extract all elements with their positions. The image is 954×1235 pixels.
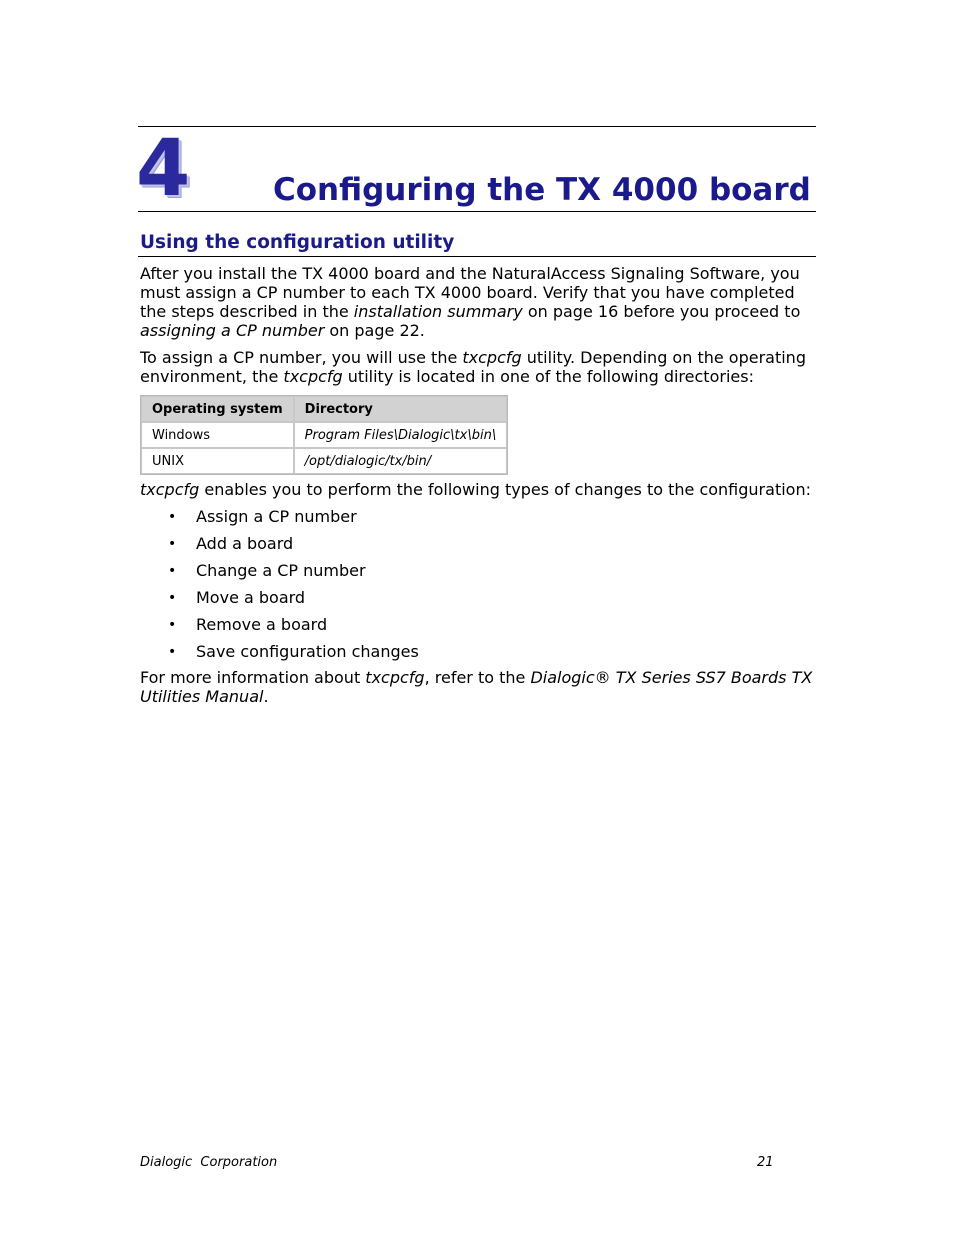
list-item: • Move a board [168, 588, 306, 607]
assigning-cp-ref: assigning a CP number [140, 321, 325, 340]
installation-summary-ref: installation summary [353, 302, 523, 321]
chapter-number: 4 [136, 124, 189, 214]
top-rule [138, 126, 816, 127]
changes-list [140, 506, 419, 668]
list-item: • Change a CP number [168, 561, 366, 580]
footer-company: Dialogic Corporation [140, 1155, 278, 1170]
list-item: • Add a board [168, 534, 294, 553]
chapter-title: Configuring the TX 4000 board [273, 172, 811, 208]
list-item: • Remove a board [168, 615, 328, 634]
table-cell-os: Windows [141, 422, 294, 448]
table-cell-directory: Program Files\Dialogic\tx\bin\ [294, 422, 508, 448]
table-header-row [141, 396, 507, 422]
bullet-icon: • [168, 563, 177, 579]
more-info-paragraph: For more information about txcpcfg, refer to the Dialogic® TX Series SS7 Boards TX Utilities Manual. [140, 668, 813, 706]
table-header-os: Operating system [141, 396, 294, 422]
intro-paragraph: After you install the TX 4000 board and the NaturalAccess Signaling Software, you must assign a CP number to each TX 4000 board. Verify that you have completed the steps described in the installation summary on page 16 before you proceed to assigning a CP number on page 22. [140, 264, 801, 340]
bullet-icon: • [168, 590, 177, 606]
list-item: • Assign a CP number [168, 507, 357, 526]
table-header-directory: Directory [294, 396, 508, 422]
table-row [141, 422, 507, 448]
bullet-icon: • [168, 509, 177, 525]
bullet-icon: • [168, 644, 177, 660]
directory-table [140, 395, 508, 475]
table-cell-os: UNIX [141, 448, 294, 474]
title-rule [138, 211, 816, 212]
manual-reference: Dialogic® TX Series SS7 Boards TX Utilities Manual [140, 668, 813, 706]
bullet-icon: • [168, 536, 177, 552]
table-cell-directory: /opt/dialogic/tx/bin/ [294, 448, 508, 474]
table-row [141, 448, 507, 474]
utility-paragraph: To assign a CP number, you will use the txcpcfg utility. Depending on the operating environment, the txcpcfg utility is located in one of the following directories: [140, 348, 806, 386]
section-heading: Using the configuration utility [140, 232, 455, 253]
changes-intro-paragraph: txcpcfg enables you to perform the following types of changes to the configuration: [140, 480, 811, 499]
list-item: • Save configuration changes [168, 642, 419, 661]
footer-page-number: 21 [757, 1155, 774, 1170]
bullet-icon: • [168, 617, 177, 633]
section-rule [138, 256, 816, 257]
